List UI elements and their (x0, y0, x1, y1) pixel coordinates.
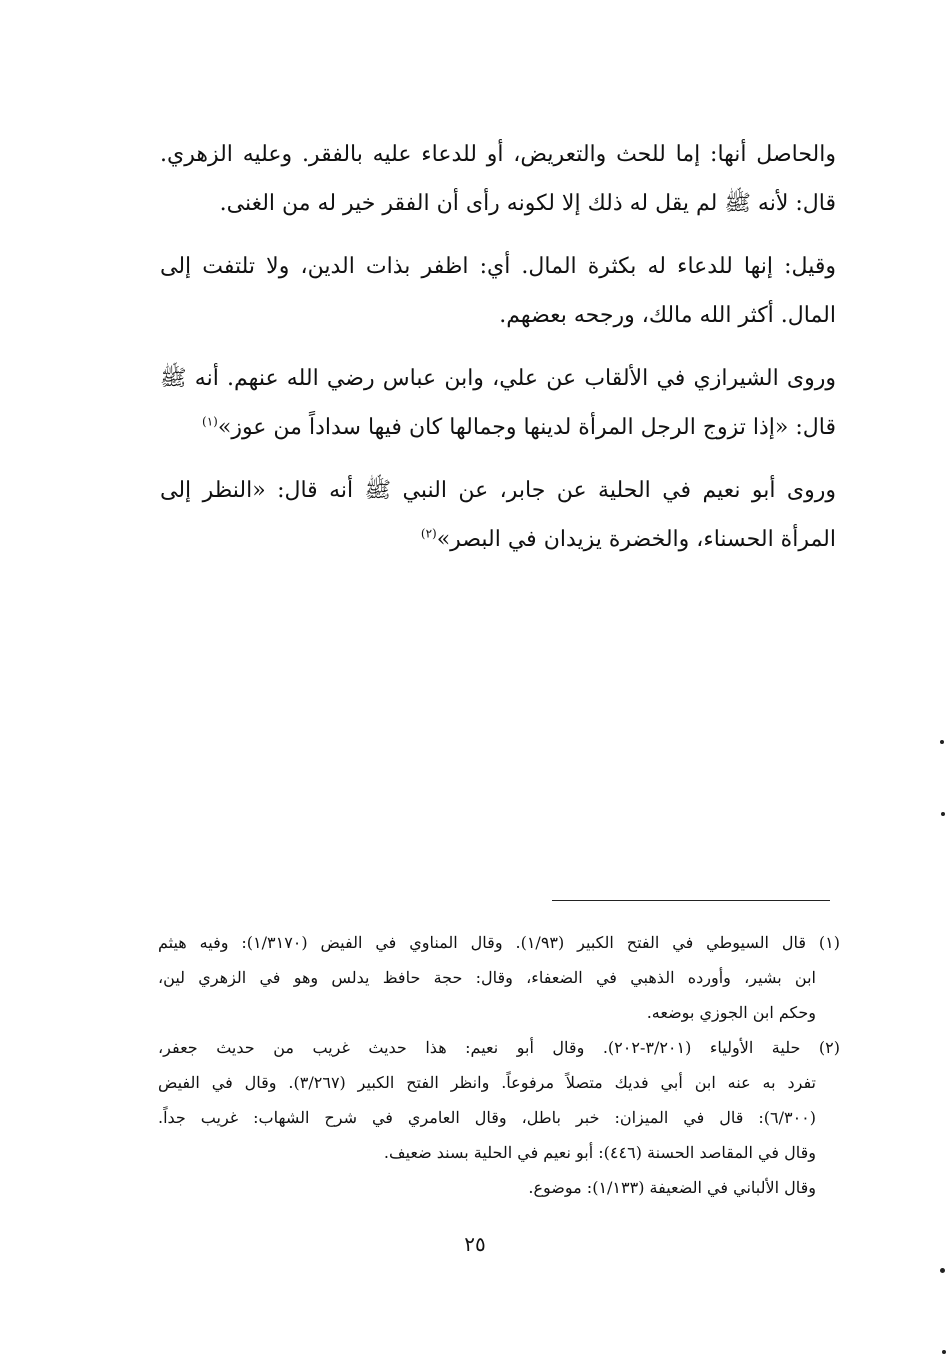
scan-speck (941, 812, 945, 816)
footnote-2-line: وقال الألباني في الضعيفة (١/١٣٣): موضوع. (528, 1178, 816, 1197)
page-number: ٢٥ (464, 1232, 486, 1256)
footnote-1-line: ابن بشير، وأورده الذهبي في الضعفاء، وقال: حجة حافظ يدلس وهو في الزهري لين، (158, 968, 816, 987)
footnote-marker-1[interactable]: (١) (202, 414, 218, 429)
footnote-2-line: تفرد به عنه ابن أبي فديك متصلاً مرفوعاً. وانظر الفتح الكبير (٣/٢٦٧). وقال في الفيض (158, 1073, 816, 1092)
paragraph-1-text: والحاصل أنها: إما للحث والتعريض، أو للدعاء عليه بالفقر. وعليه الزهري. قال: لأنه ﷺ لم يقل له ذلك إلا لكونه رأى أن الفقر خير له من الغنى. (160, 142, 836, 216)
footnote-1 (158, 925, 840, 1030)
footnote-separator (552, 900, 830, 901)
footnote-1-line: وحكم ابن الجوزي بوضعه. (646, 1003, 816, 1022)
paragraph-1 (160, 130, 836, 228)
scan-speck (942, 1350, 946, 1354)
paragraph-4 (160, 466, 836, 564)
footnotes (158, 925, 840, 1205)
scan-speck (940, 740, 944, 744)
footnote-2-line: (٦/٣٠٠): قال في الميزان: خبر باطل، وقال العامري في شرح الشهاب: غريب جداً. (158, 1108, 816, 1127)
footnote-2-line: (٢) حلية الأولياء (٣/٢٠١-٢٠٢). وقال أبو نعيم: هذا حديث غريب من حديث جعفر، (158, 1038, 841, 1057)
scan-speck (940, 1268, 945, 1273)
paragraph-3 (160, 354, 836, 452)
main-text (160, 130, 836, 578)
footnote-2 (158, 1030, 840, 1205)
footnote-marker-2[interactable]: (٢) (420, 526, 437, 541)
footnote-1-line: (١) قال السيوطي في الفتح الكبير (١/٩٣). وقال المناوي في الفيض (١/٣١٧٠): وفيه هيثم (158, 933, 841, 952)
paragraph-4-text: وروى أبو نعيم في الحلية عن جابر، عن النبي ﷺ أنه قال: «النظر إلى المرأة الحسناء، والخضرة يزيدان في البصر» (160, 478, 836, 552)
paragraph-2-text: وقيل: إنها للدعاء له بكثرة المال. أي: اظفر بذات الدين، ولا تلتفت إلى المال. أكثر الله مالك، ورجحه بعضهم. (160, 254, 836, 328)
paragraph-3-text: وروى الشيرازي في الألقاب عن علي، وابن عباس رضي الله عنهم. أنه ﷺ قال: «إذا تزوج الرجل المرأة لدينها وجمالها كان فيها سداداً من عوز» (160, 366, 836, 440)
footnote-2-line: وقال في المقاصد الحسنة (٤٤٦): أبو نعيم في الحلية بسند ضعيف. (383, 1143, 816, 1162)
paragraph-2 (160, 242, 836, 340)
